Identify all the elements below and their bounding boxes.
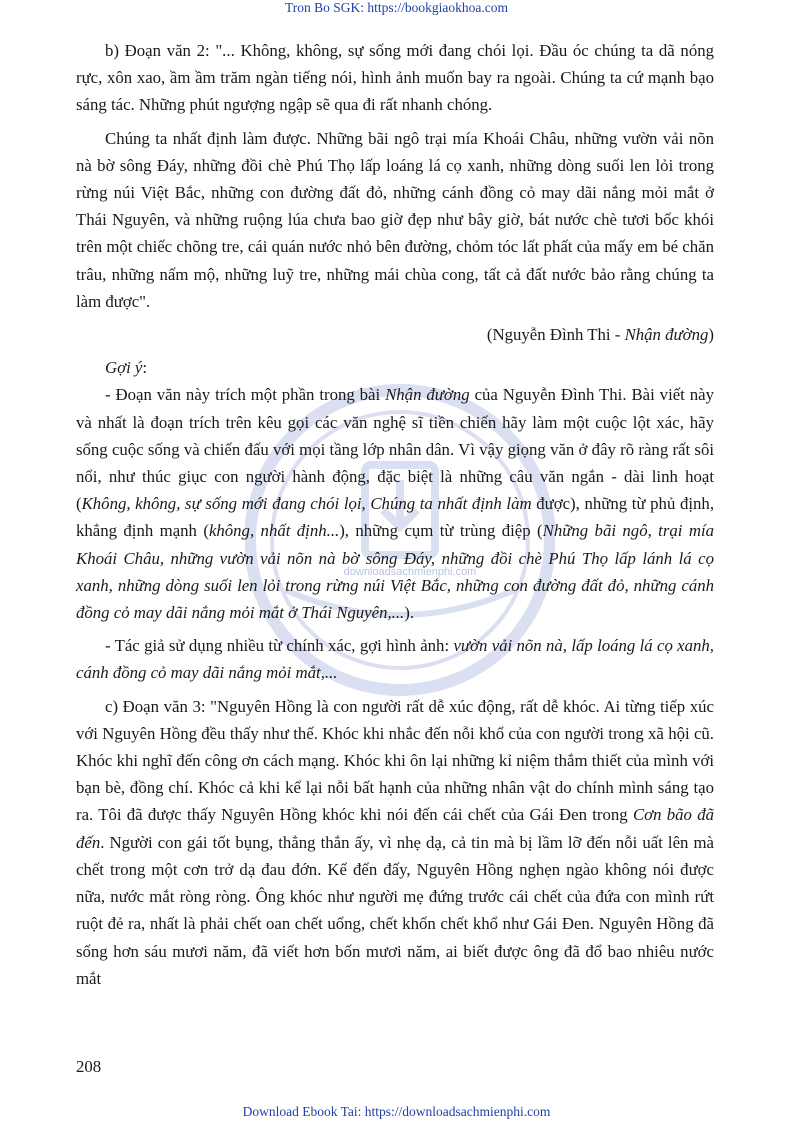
hint-heading bbox=[76, 354, 714, 381]
section-c-italic-title: Cơn bão đã đến bbox=[76, 805, 715, 852]
page-body bbox=[76, 37, 714, 992]
section-c-paragraph-1 bbox=[76, 693, 714, 992]
section-b-paragraph-1: b) Đoạn văn 2: "... Không, không, sự sống mới đang chói lọi. Đầu óc chúng ta dã nóng rực, xôn xao, ầm ầm trăm ngàn tiếng nói, hình ảnh muốn bay ra ngoài. Chúng ta cứ mạnh bạo sáng tác. Những phút ngượng ngập sẽ qua đi rất nhanh chóng. bbox=[76, 41, 714, 115]
hint-colon: : bbox=[142, 358, 148, 378]
section-c-text-2: . Người con gái tốt bụng, thẳng thắn ấy, vì nhẹ dạ, cả tin mà bị lầm lỡ đến nỗi uất lên mà chết trong một cơn trở dạ đau đớn. Kể đến đấy, Nguyên Hồng nghẹn ngào không nói được nữa, nước mắt ròng ròng. Ông khóc như người mẹ đứng trước cái chết của đứa con mình rứt ruột đẻ ra, nhất là phải chết oan chết uổng, chết khốn chết khổ như Gái Đen. Nguyên Hồng đã sống hơn sáu mươi năm, đã viết hơn bốn mươi năm, ai biết được ông đã đổ bao nhiêu nước mắt bbox=[76, 832, 714, 988]
hint-p1-text-3: được), những từ phủ định, khẳng định mạnh ( bbox=[76, 494, 715, 541]
footer-download-link[interactable]: Download Ebook Tai: https://downloadsachmienphi.com bbox=[242, 1104, 551, 1119]
hint-p1-italic-3: không, nhất định... bbox=[208, 521, 340, 541]
page-number: 208 bbox=[76, 1057, 102, 1076]
hint-paragraph-2 bbox=[76, 632, 714, 686]
hint-p1-text-4: ), những cụm từ trùng điệp ( bbox=[339, 521, 543, 541]
watermark-text: downloadsachmienphi.com bbox=[343, 566, 477, 578]
hint-label: Gợi ý bbox=[105, 358, 143, 378]
attribution-close: ) bbox=[708, 325, 714, 345]
hint-p1-text-5: ). bbox=[404, 603, 415, 623]
section-b-attribution bbox=[76, 321, 714, 348]
hint-p1-text-2: của Nguyễn Đình Thi. Bài viết này và nhất là đoạn trích trên kêu gọi các văn nghệ sĩ tiền chiến hãy làm một cuộc lột xác, hãy sống cuộc sống và chiến đấu với mọi tầng lớp nhân dân. Vì vậy giọng văn ở đây rõ ràng rất sôi nổi, như thúc giục con người hành động, đặc biệt là những câu văn ngắn - dài linh hoạt ( bbox=[76, 385, 714, 514]
section-c-text-1: c) Đoạn văn 3: "Nguyên Hồng là con người rất dễ xúc động, rất dễ khóc. Ai từng tiếp xúc với Nguyên Hồng đều thấy như thế. Khóc khi nhắc đến nỗi khổ của con người trong xã hội cũ. Khóc khi nghĩ đến công ơn cách mạng. Khóc khi ôn lại những kỉ niệm thắm thiết của mình với bạn bè, đồng chí. Khóc cả khi kể lại nỗi bất hạnh của những nhân vật do chính mình sáng tạo ra. Tôi đã được thấy Nguyên Hồng khóc khi nói đến cái chết của Gái Đen trong bbox=[76, 696, 714, 825]
header-source-link[interactable]: Tron Bo SGK: https://bookgiaokhoa.com bbox=[284, 0, 508, 15]
hint-p2-italic: vườn vải nõn nà, lấp loáng lá cọ xanh, cánh đồng cỏ may dãi nắng mỏi mắt,... bbox=[76, 636, 714, 683]
hint-p1-text-1: - Đoạn văn này trích một phần trong bài bbox=[105, 385, 386, 405]
section-b-paragraph-2: Chúng ta nhất định làm được. Những bãi ngô trại mía Khoái Châu, những vườn vải nõn nà bờ sông Đáy, những đồi chè Phú Thọ lấp loáng lá cọ xanh, những dòng suối len lỏi trong rừng núi Việt Bắc, những con đường đất đỏ, những cánh đồng cỏ may dãi nắng mỏi mắt ở Thái Nguyên, và những ruộng lúa chưa bao giờ đẹp như bây giờ, bát nước chè tươi bốc khói trên một chiếc chõng tre, cái quán nước nhỏ bên đường, chỏm tóc lất phất của mấy em bé chăn trâu, những nấm mộ, những luỹ tre, những mái chùa cong, tất cả đất nước bảo rằng chúng ta làm được". bbox=[76, 128, 714, 311]
hint-p1-italic-1: Nhận đường bbox=[385, 385, 470, 405]
hint-p2-text: - Tác giả sử dụng nhiều từ chính xác, gợi hình ảnh: bbox=[105, 636, 454, 656]
hint-paragraph-1 bbox=[76, 381, 714, 626]
attribution-author: (Nguyễn Đình Thi - bbox=[486, 325, 625, 345]
hint-p1-italic-4: Những bãi ngô, trại mía Khoái Châu, những vườn vải nõn nà bờ sông Đáy, những đồi chè Phú Thọ lấp lánh lá cọ xanh, những dòng suối len lỏi trong rừng núi Việt Bắc, những con đường đất đỏ, những cánh đồng cỏ may dãi nắng mỏi mắt ở Thái Nguyên,... bbox=[76, 521, 715, 623]
attribution-work-title: Nhận đường bbox=[624, 325, 709, 345]
hint-p1-italic-2: Không, không, sự sống mới đang chói lọi, Chúng ta nhất định làm bbox=[81, 494, 532, 514]
